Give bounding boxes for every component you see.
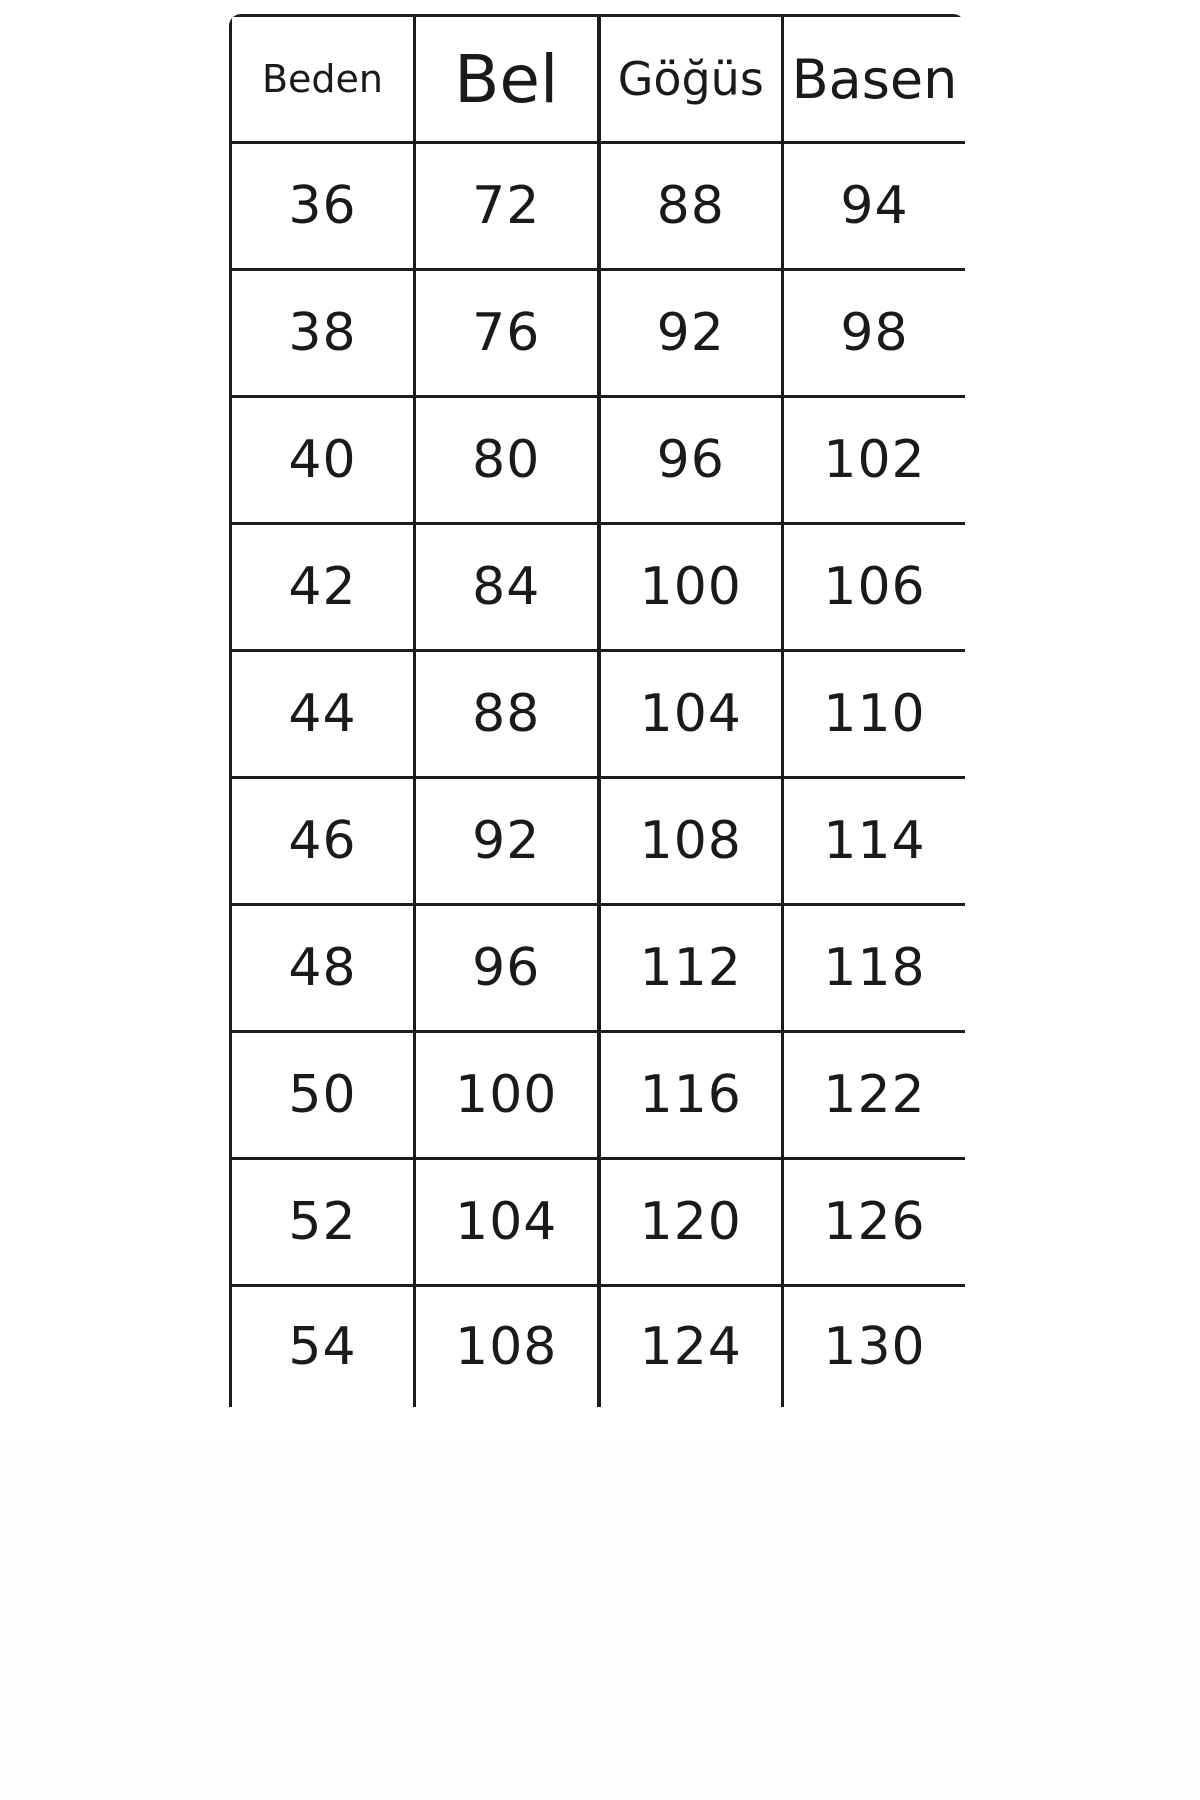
cell-basen: 114 (783, 778, 966, 905)
cell-basen: 130 (783, 1286, 966, 1408)
cell-bel: 108 (415, 1286, 599, 1408)
cell-beden: 38 (231, 270, 415, 397)
cell-beden: 52 (231, 1159, 415, 1286)
table-row (231, 270, 966, 397)
table-row (231, 524, 966, 651)
cell-basen: 118 (783, 905, 966, 1032)
cell-gogus: 100 (599, 524, 783, 651)
cell-basen: 102 (783, 397, 966, 524)
cell-basen: 106 (783, 524, 966, 651)
table-row (231, 778, 966, 905)
table-row (231, 905, 966, 1032)
cell-beden: 54 (231, 1286, 415, 1408)
cell-basen: 94 (783, 143, 966, 270)
cell-beden: 40 (231, 397, 415, 524)
cell-basen: 122 (783, 1032, 966, 1159)
cell-bel: 88 (415, 651, 599, 778)
size-table (229, 14, 965, 1407)
cell-bel: 84 (415, 524, 599, 651)
cell-basen: 110 (783, 651, 966, 778)
table-row (231, 143, 966, 270)
cell-beden: 36 (231, 143, 415, 270)
header-bel: Bel (415, 16, 599, 143)
cell-bel: 96 (415, 905, 599, 1032)
blank-bottom-area (0, 1440, 1200, 1800)
table-row (231, 1286, 966, 1408)
cell-beden: 42 (231, 524, 415, 651)
header-gogus: Göğüs (599, 16, 783, 143)
cell-gogus: 120 (599, 1159, 783, 1286)
cell-beden: 44 (231, 651, 415, 778)
cell-bel: 104 (415, 1159, 599, 1286)
cell-beden: 50 (231, 1032, 415, 1159)
cell-gogus: 112 (599, 905, 783, 1032)
cell-beden: 48 (231, 905, 415, 1032)
cell-bel: 100 (415, 1032, 599, 1159)
cell-beden: 46 (231, 778, 415, 905)
cell-bel: 72 (415, 143, 599, 270)
cell-gogus: 96 (599, 397, 783, 524)
cell-basen: 98 (783, 270, 966, 397)
header-row (231, 16, 966, 143)
cell-bel: 76 (415, 270, 599, 397)
cell-gogus: 104 (599, 651, 783, 778)
cell-gogus: 108 (599, 778, 783, 905)
table-row (231, 397, 966, 524)
cell-bel: 92 (415, 778, 599, 905)
size-chart (229, 14, 965, 1454)
cell-basen: 126 (783, 1159, 966, 1286)
cell-gogus: 88 (599, 143, 783, 270)
table-row (231, 1159, 966, 1286)
cell-gogus: 124 (599, 1286, 783, 1408)
cell-bel: 80 (415, 397, 599, 524)
header-beden: Beden (231, 16, 415, 143)
cell-gogus: 92 (599, 270, 783, 397)
table-row (231, 651, 966, 778)
table-row (231, 1032, 966, 1159)
header-basen: Basen (783, 16, 966, 143)
cell-gogus: 116 (599, 1032, 783, 1159)
